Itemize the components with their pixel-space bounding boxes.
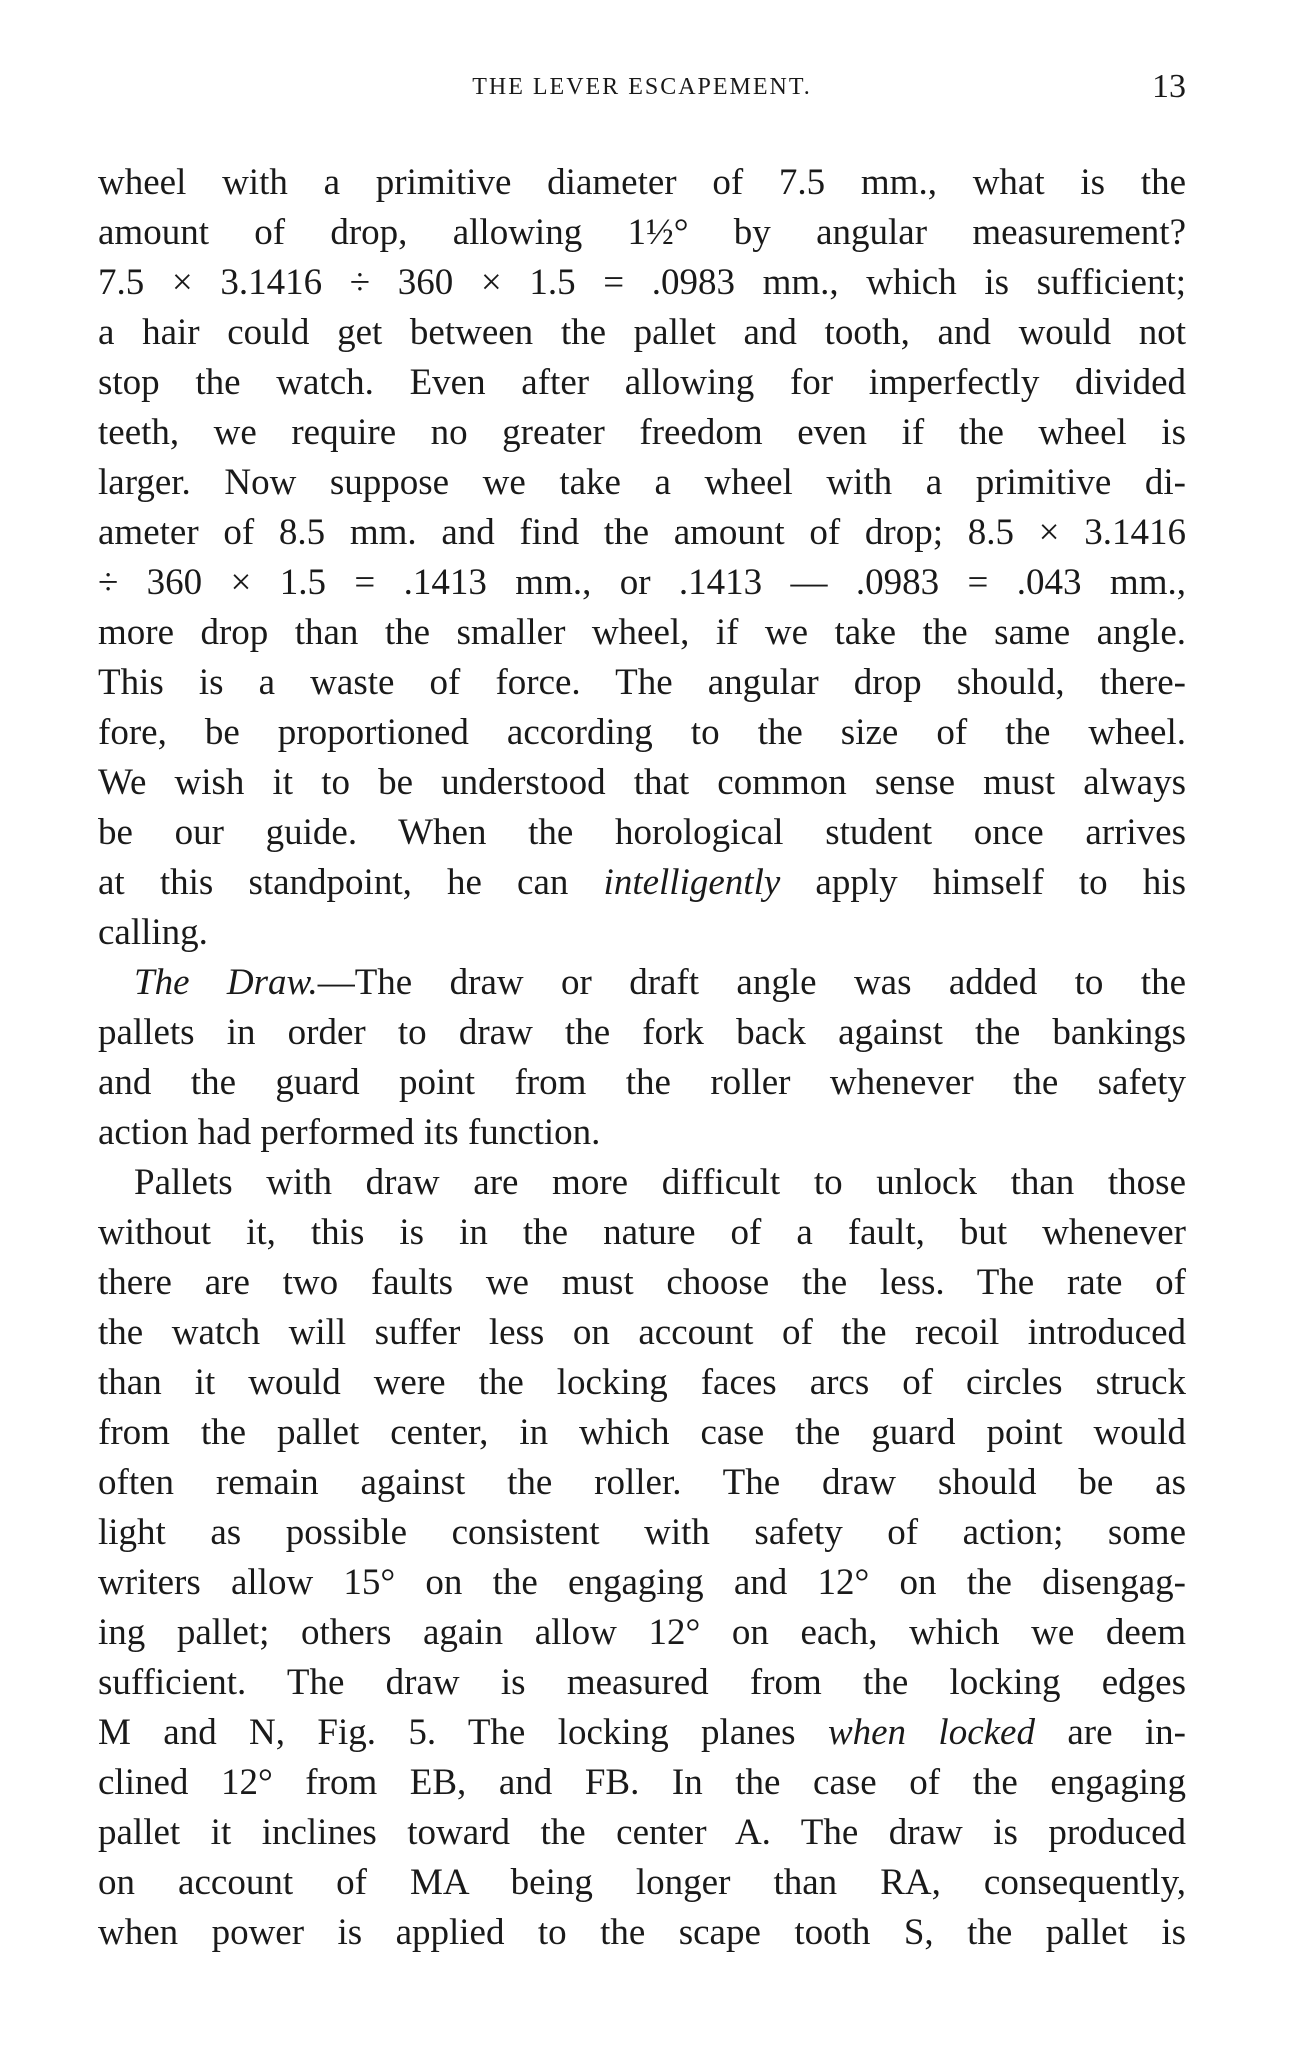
text-line (98, 1258, 1186, 1308)
text-segment: 7.5 × 3.1416 ÷ 360 × 1.5 = .0983 mm., which is sufficient; (98, 262, 1186, 303)
page-number: 13 (1152, 68, 1186, 105)
text-segment: there are two faults we must choose the less. The rate of (98, 1262, 1186, 1303)
text-segment: This is a waste of force. The angular drop should, there- (98, 662, 1186, 703)
italic-text: when locked (827, 1712, 1035, 1753)
text-line (98, 708, 1186, 758)
text-segment: larger. Now suppose we take a wheel with a primitive di- (98, 462, 1186, 503)
body-text (98, 158, 1186, 1958)
text-line (98, 358, 1186, 408)
text-line (98, 1558, 1186, 1608)
text-segment: pallet it inclines toward the center A. The draw is produced (98, 1812, 1186, 1853)
text-line (98, 858, 1186, 908)
text-segment: fore, be proportioned according to the size of the wheel. (98, 712, 1186, 753)
text-segment: sufficient. The draw is measured from the locking edges (98, 1662, 1186, 1703)
text-segment: ÷ 360 × 1.5 = .1413 mm., or .1413 — .0983 = .043 mm., (98, 562, 1186, 603)
text-segment: Pallets with draw are more difficult to unlock than those (134, 1162, 1186, 1203)
text-line (98, 308, 1186, 358)
text-segment: stop the watch. Even after allowing for imperfectly divided (98, 362, 1186, 403)
text-line (98, 758, 1186, 808)
text-line (98, 808, 1186, 858)
text-segment: a hair could get between the pallet and tooth, and would not (98, 312, 1186, 353)
text-segment: wheel with a primitive diameter of 7.5 mm., what is the (98, 162, 1186, 203)
text-line (98, 908, 1186, 958)
text-line (98, 408, 1186, 458)
text-line (98, 558, 1186, 608)
text-line (98, 1508, 1186, 1558)
text-segment: action had performed its function. (98, 1112, 601, 1153)
text-segment: on account of MA being longer than RA, consequently, (98, 1862, 1186, 1903)
text-segment: more drop than the smaller wheel, if we take the same angle. (98, 612, 1186, 653)
text-segment: when power is applied to the scape tooth S, the pallet is (98, 1912, 1186, 1953)
text-line (98, 258, 1186, 308)
text-segment: pallets in order to draw the fork back against the bankings (98, 1012, 1186, 1053)
text-line (98, 158, 1186, 208)
text-line (98, 1208, 1186, 1258)
text-segment: amount of drop, allowing 1½° by angular measurement? (98, 212, 1186, 253)
text-segment: clined 12° from EB, and FB. In the case of the engaging (98, 1762, 1186, 1803)
text-line (98, 1908, 1186, 1958)
text-segment: writers allow 15° on the engaging and 12° on the disengag- (98, 1562, 1186, 1603)
text-line (98, 1308, 1186, 1358)
text-line (98, 1008, 1186, 1058)
text-line (98, 1858, 1186, 1908)
text-line (98, 1758, 1186, 1808)
text-segment: ing pallet; others again allow 12° on each, which we deem (98, 1612, 1186, 1653)
text-line (98, 658, 1186, 708)
text-segment: apply himself to his (780, 862, 1186, 903)
text-line (98, 208, 1186, 258)
text-line (98, 1358, 1186, 1408)
text-segment: often remain against the roller. The draw should be as (98, 1462, 1186, 1503)
text-segment: be our guide. When the horological student once arrives (98, 812, 1186, 853)
text-segment: are in- (1034, 1712, 1186, 1753)
page-header (98, 70, 1186, 110)
text-line (98, 1158, 1186, 1208)
text-line (98, 508, 1186, 558)
text-segment: teeth, we require no greater freedom even if the wheel is (98, 412, 1186, 453)
text-line (98, 1608, 1186, 1658)
italic-text: intelligently (603, 862, 781, 903)
text-line (98, 1408, 1186, 1458)
running-title: THE LEVER ESCAPEMENT. (472, 74, 812, 100)
text-line (98, 1458, 1186, 1508)
text-segment: than it would were the locking faces arcs of circles struck (98, 1362, 1186, 1403)
text-segment: from the pallet center, in which case the guard point would (98, 1412, 1186, 1453)
text-segment: the watch will suffer less on account of the recoil introduced (98, 1312, 1186, 1353)
text-segment: and the guard point from the roller whenever the safety (98, 1062, 1186, 1103)
text-line (98, 1108, 1186, 1158)
text-line (98, 1058, 1186, 1108)
text-line (98, 608, 1186, 658)
text-segment: —The draw or draft angle was added to the (317, 962, 1186, 1003)
text-segment: at this standpoint, he can (98, 862, 604, 903)
text-line (98, 958, 1186, 1008)
text-line (98, 1808, 1186, 1858)
text-segment: ameter of 8.5 mm. and find the amount of drop; 8.5 × 3.1416 (98, 512, 1186, 553)
italic-text: The Draw. (134, 962, 318, 1003)
text-segment: M and N, Fig. 5. The locking planes (98, 1712, 828, 1753)
text-segment: without it, this is in the nature of a fault, but whenever (98, 1212, 1186, 1253)
text-segment: We wish it to be understood that common sense must always (98, 762, 1186, 803)
text-line (98, 1708, 1186, 1758)
text-segment: calling. (98, 912, 208, 953)
text-line (98, 458, 1186, 508)
text-line (98, 1658, 1186, 1708)
text-segment: light as possible consistent with safety of action; some (98, 1512, 1186, 1553)
